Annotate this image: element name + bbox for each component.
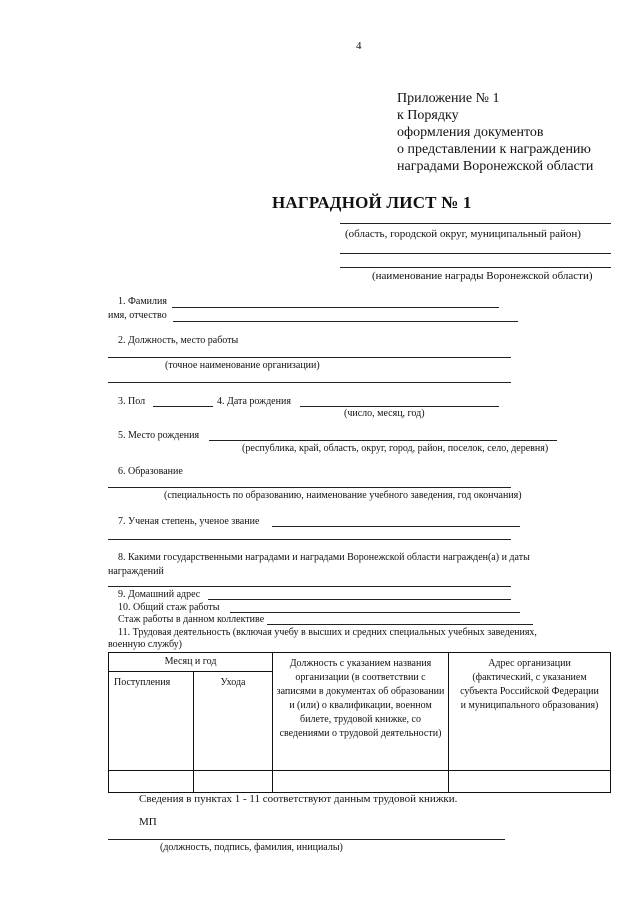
page-title: НАГРАДНОЙ ЛИСТ № 1	[272, 193, 472, 212]
stamp-label: МП	[139, 816, 157, 828]
education-field[interactable]	[108, 487, 511, 488]
appendix-line: Приложение № 1	[397, 91, 500, 106]
region-caption: (область, городской округ, муниципальный район)	[345, 228, 581, 240]
award-line-1[interactable]	[340, 253, 611, 254]
table-cell[interactable]	[109, 771, 194, 793]
name-patronymic-label: имя, отчество	[108, 310, 167, 321]
appendix-block	[397, 90, 593, 175]
labor-table	[108, 652, 611, 793]
birth-place-caption: (республика, край, область, округ, город, район, поселок, село, деревня)	[242, 443, 549, 454]
degree-field-2[interactable]	[108, 539, 511, 540]
month-year-header-text: Месяц и год	[164, 656, 217, 667]
total-experience-field[interactable]	[230, 612, 520, 613]
home-address-label: 9. Домашний адрес	[118, 589, 201, 600]
month-year-header	[109, 653, 273, 672]
signature-caption: (должность, подпись, фамилия, инициалы)	[160, 842, 343, 853]
birth-date-caption: (число, месяц, год)	[344, 408, 425, 419]
awards-field[interactable]	[108, 586, 511, 587]
sex-label: 3. Пол	[118, 396, 146, 407]
degree-label: 7. Ученая степень, ученое звание	[118, 516, 260, 527]
region-line[interactable]	[340, 223, 611, 224]
award-caption: (наименование награды Воронежской области)	[372, 270, 593, 282]
appendix-line: оформления документов	[397, 125, 544, 140]
appendix-line: о представлении к награждению	[397, 142, 591, 157]
birth-place-field[interactable]	[209, 440, 557, 441]
admission-header	[109, 672, 194, 771]
labor-label-2: военную службу)	[108, 639, 182, 650]
leaving-header-text: Ухода	[220, 677, 246, 688]
appendix-line: к Порядку	[397, 108, 459, 123]
collective-experience-field[interactable]	[267, 624, 533, 625]
leaving-header	[194, 672, 273, 771]
address-header-text: Адрес организации (фактический, с указанием субъекта Российской Федерации и муниципального образования)	[460, 658, 599, 711]
footer-note: Сведения в пунктах 1 - 11 соответствуют данным трудовой книжки.	[139, 793, 458, 805]
surname-label: 1. Фамилия	[118, 296, 167, 307]
table-cell[interactable]	[194, 771, 273, 793]
award-line-2[interactable]	[340, 267, 611, 268]
admission-header-text: Поступления	[114, 677, 171, 688]
awards-label-1: 8. Какими государственными наградами и наградами Воронежской области награжден(а) и даты	[118, 552, 530, 563]
address-header	[449, 653, 611, 771]
education-label: 6. Образование	[118, 466, 183, 477]
degree-field[interactable]	[272, 526, 520, 527]
birth-date-field[interactable]	[300, 406, 499, 407]
position-header-text: Должность с указанием названия организации (в соответствии с записями в документах об образовании и (или) о квалификации, военном билете, трудовой книжке, со сведениями о трудовой деятельности)	[276, 658, 445, 739]
name-patronymic-field[interactable]	[173, 321, 518, 322]
page-number: 4	[356, 40, 362, 52]
position-field[interactable]	[108, 357, 511, 358]
awards-label-2: награждений	[108, 566, 164, 577]
position-header	[273, 653, 449, 771]
table-cell[interactable]	[449, 771, 611, 793]
signature-field[interactable]	[108, 839, 505, 840]
total-experience-label: 10. Общий стаж работы	[118, 602, 220, 613]
surname-field[interactable]	[172, 307, 499, 308]
appendix-line: наградами Воронежской области	[397, 159, 594, 174]
home-address-field[interactable]	[208, 599, 511, 600]
table-cell[interactable]	[273, 771, 449, 793]
sex-field[interactable]	[153, 406, 213, 407]
org-field[interactable]	[108, 382, 511, 383]
org-caption: (точное наименование организации)	[165, 360, 320, 371]
birth-date-label: 4. Дата рождения	[217, 396, 291, 407]
position-label: 2. Должность, место работы	[118, 335, 239, 346]
birth-place-label: 5. Место рождения	[118, 430, 200, 441]
collective-experience-label: Стаж работы в данном коллективе	[118, 614, 265, 625]
education-caption: (специальность по образованию, наименование учебного заведения, год окончания)	[164, 490, 522, 501]
labor-label-1: 11. Трудовая деятельность (включая учебу в высших и средних специальных учебных заведениях,	[118, 627, 537, 638]
